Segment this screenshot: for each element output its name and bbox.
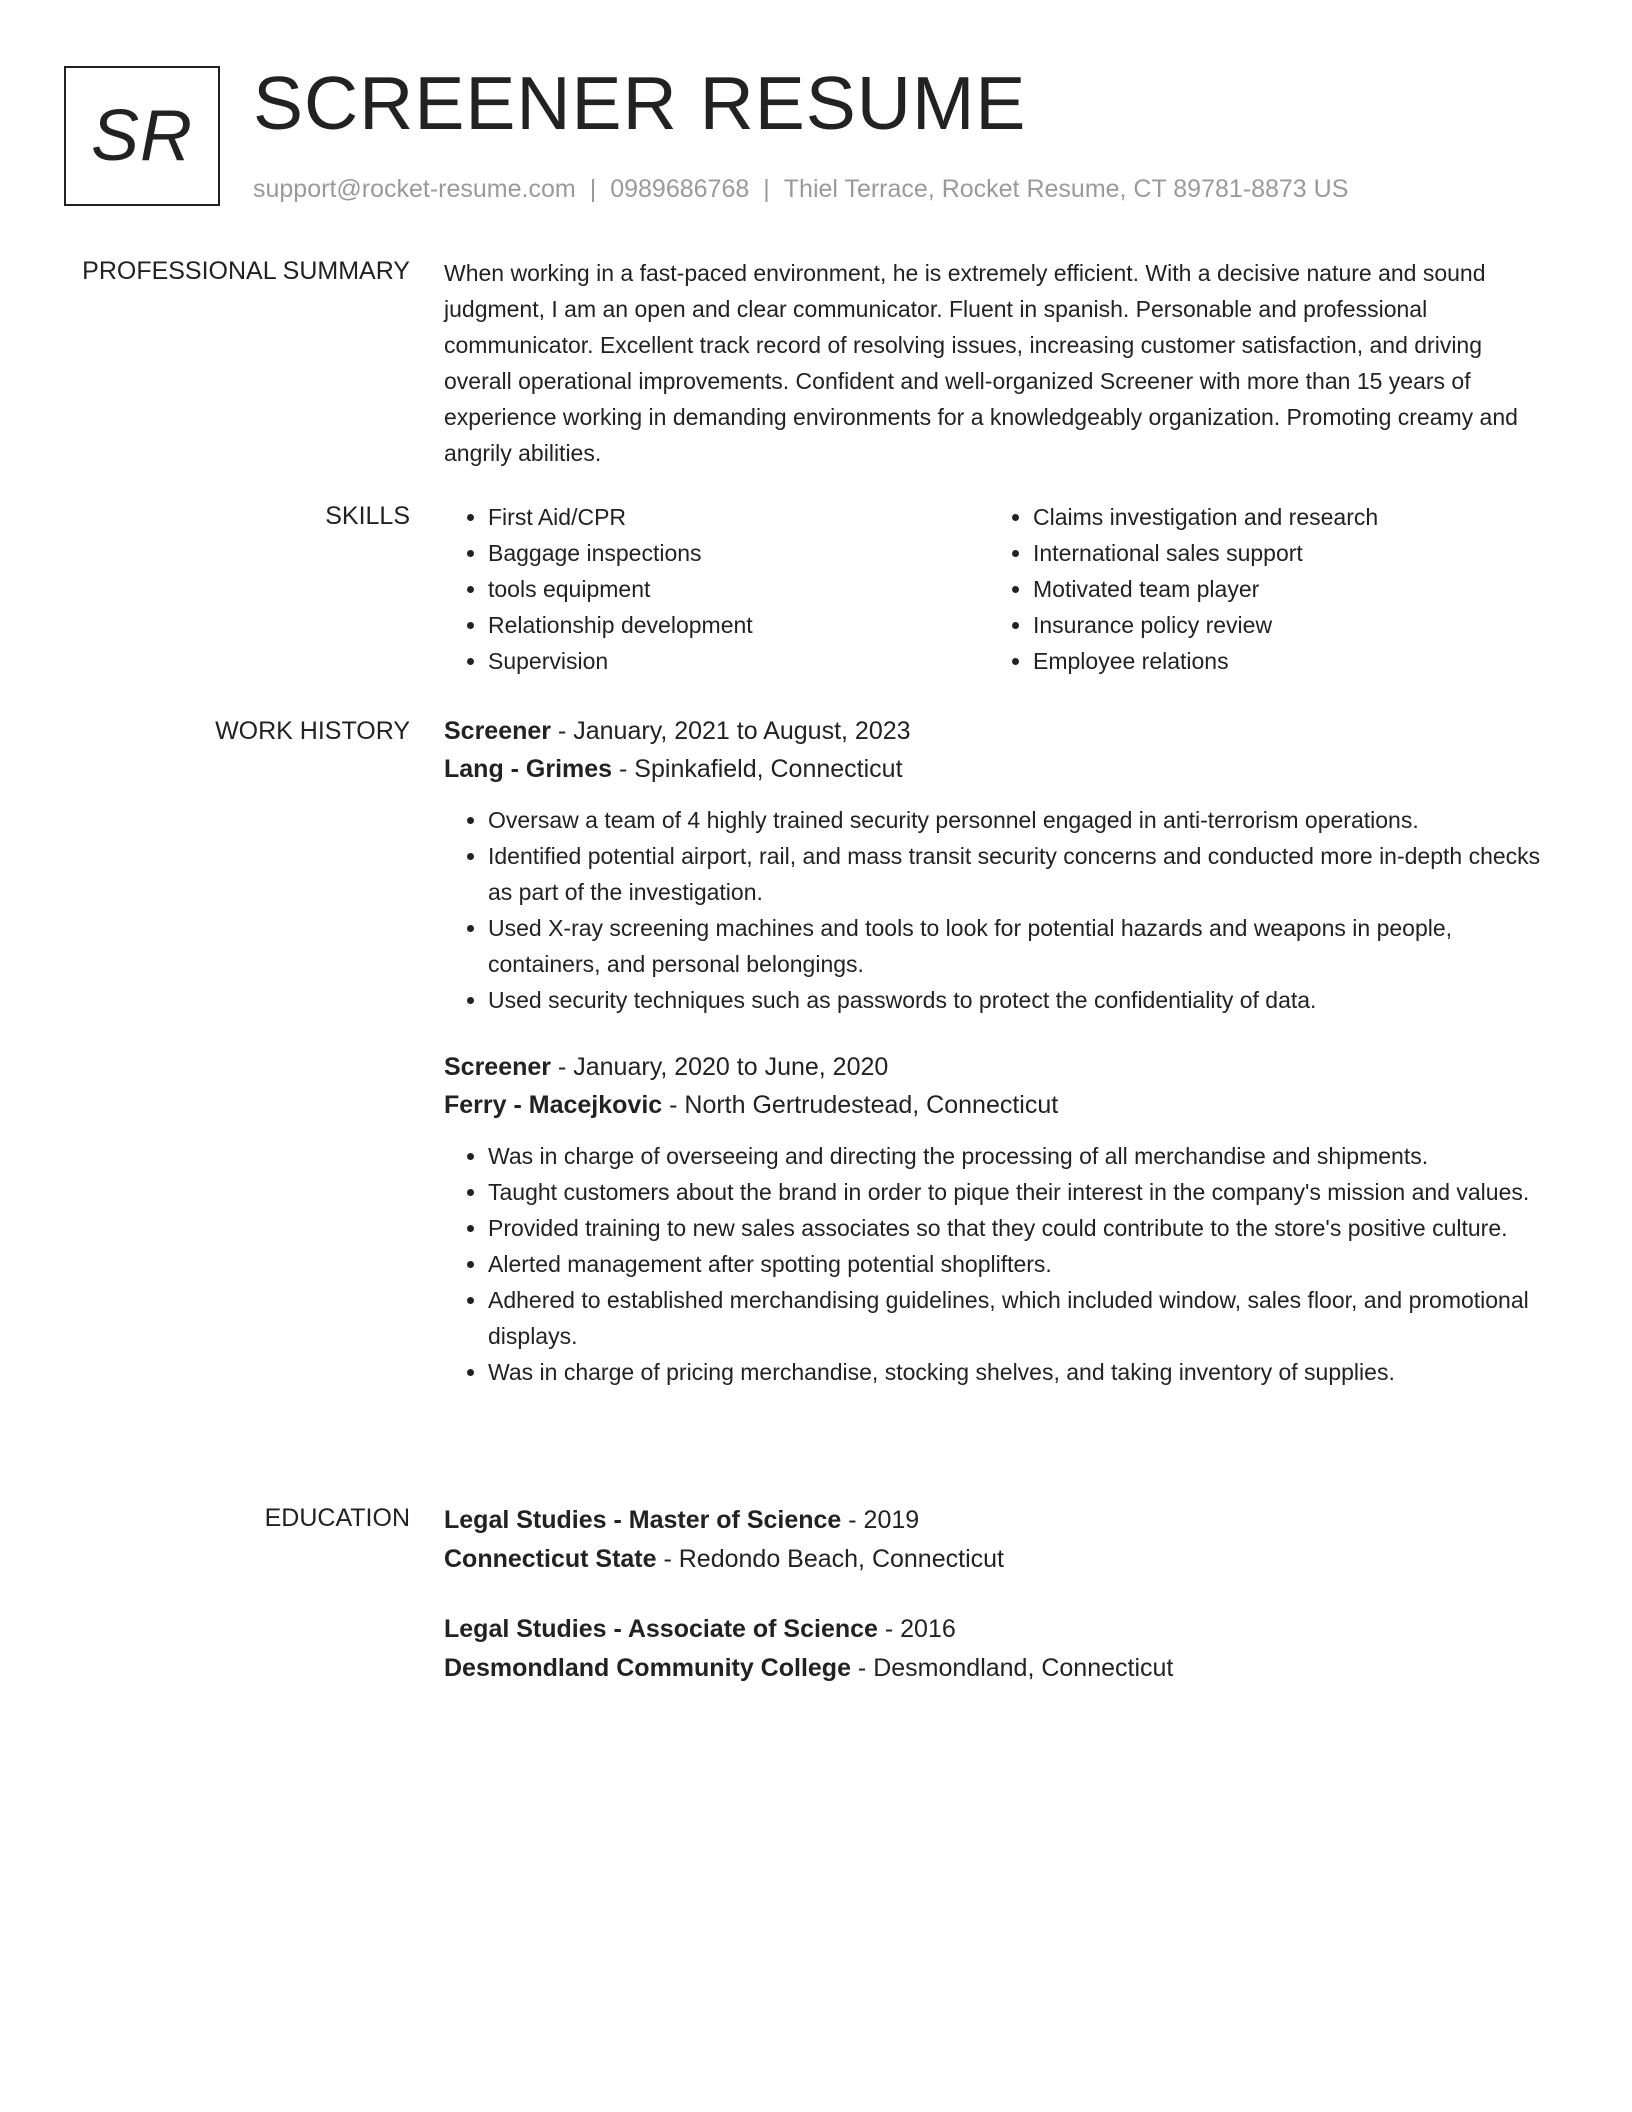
list-item: • Relationship development xyxy=(488,607,989,643)
education-year: - 2016 xyxy=(877,1615,956,1643)
job-entry xyxy=(444,712,1544,1018)
job-company-line xyxy=(444,750,1544,788)
job-title: Screener xyxy=(444,717,552,745)
list-item: • Taught customers about the brand in order to pique their interest in the company's mission and values. xyxy=(488,1174,1544,1210)
education-entry xyxy=(444,1501,1544,1579)
list-item: • Supervision xyxy=(488,643,989,679)
education-body xyxy=(444,1501,1544,1688)
list-item: • tools equipment xyxy=(488,571,989,607)
job-entry xyxy=(444,1048,1544,1390)
job-company: Ferry - Macejkovic xyxy=(444,1091,663,1119)
list-item: • Identified potential airport, rail, and mass transit security concerns and conducted more in-depth checks as part of the investigation. xyxy=(488,838,1544,910)
skills-body xyxy=(444,499,1544,679)
contact-line xyxy=(253,174,1348,204)
list-item: • Motivated team player xyxy=(1033,571,1534,607)
contact-phone[interactable]: 0989686768 xyxy=(610,175,750,203)
summary-text: When working in a fast-paced environment, he is extremely efficient. With a decisive nature and sound judgment, I am an open and clear communicator. Fluent in spanish. Personable and professional communicator. Excellent track record of resolving issues, increasing customer satisfaction, and driving overall operational improvements. Confident and well-organized Screener with more than 15 years of experience working in demanding environments for a knowledgeably organization. Promoting creamy and angrily abilities. xyxy=(444,260,1518,466)
skills-column-left xyxy=(444,499,989,679)
section-label-education: EDUCATION xyxy=(264,1504,410,1532)
list-item: • Insurance policy review xyxy=(1033,607,1534,643)
education-school: Connecticut State xyxy=(444,1545,657,1573)
list-item: • Was in charge of pricing merchandise, stocking shelves, and taking inventory of supplies. xyxy=(488,1354,1544,1390)
education-entry xyxy=(444,1610,1544,1688)
job-dates: - January, 2020 to June, 2020 xyxy=(551,1053,889,1081)
work-body xyxy=(444,712,1544,1390)
list-item: • Oversaw a team of 4 highly trained security personnel engaged in anti-terrorism operations. xyxy=(488,802,1544,838)
list-item: • International sales support xyxy=(1033,535,1534,571)
contact-separator: | xyxy=(763,175,770,203)
list-item: • Used security techniques such as passwords to protect the confidentiality of data. xyxy=(488,982,1544,1018)
contact-separator: | xyxy=(589,175,597,203)
job-location: - North Gertrudestead, Connecticut xyxy=(662,1091,1059,1119)
summary-body xyxy=(444,255,1544,471)
education-degree: Legal Studies - Associate of Science xyxy=(444,1615,878,1643)
section-label-summary: PROFESSIONAL SUMMARY xyxy=(82,257,410,285)
list-item: • Provided training to new sales associates so that they could contribute to the store's positive culture. xyxy=(488,1210,1544,1246)
list-item: • First Aid/CPR xyxy=(488,499,989,535)
education-school-line xyxy=(444,1540,1544,1579)
section-label-skills: SKILLS xyxy=(325,502,410,530)
list-item: • Alerted management after spotting potential shoplifters. xyxy=(488,1246,1544,1282)
section-label-work: WORK HISTORY xyxy=(215,717,410,745)
monogram-badge: SR xyxy=(64,66,220,206)
list-item: • Used X-ray screening machines and tools to look for potential hazards and weapons in people, containers, and personal belongings. xyxy=(488,910,1544,982)
education-degree: Legal Studies - Master of Science xyxy=(444,1506,842,1534)
education-year: - 2019 xyxy=(841,1506,920,1534)
job-bullets xyxy=(444,1138,1544,1390)
list-item: • Was in charge of overseeing and directing the processing of all merchandise and shipments. xyxy=(488,1138,1544,1174)
job-title-line xyxy=(444,712,1544,750)
job-title: Screener xyxy=(444,1053,552,1081)
job-location: - Spinkafield, Connecticut xyxy=(612,755,903,783)
job-dates: - January, 2021 to August, 2023 xyxy=(551,717,911,745)
page-title: SCREENER RESUME xyxy=(253,61,1027,145)
list-item: • Claims investigation and research xyxy=(1033,499,1534,535)
list-item: • Baggage inspections xyxy=(488,535,989,571)
education-school-line xyxy=(444,1649,1544,1688)
education-degree-line xyxy=(444,1501,1544,1540)
job-title-line xyxy=(444,1048,1544,1086)
job-company-line xyxy=(444,1086,1544,1124)
list-item: • Employee relations xyxy=(1033,643,1534,679)
job-bullets xyxy=(444,802,1544,1018)
job-company: Lang - Grimes xyxy=(444,755,613,783)
education-location: - Desmondland, Connecticut xyxy=(850,1654,1174,1682)
skills-column-right xyxy=(989,499,1534,679)
education-school: Desmondland Community College xyxy=(444,1654,851,1682)
education-location: - Redondo Beach, Connecticut xyxy=(656,1545,1004,1573)
education-degree-line xyxy=(444,1610,1544,1649)
contact-email[interactable]: support@rocket-resume.com xyxy=(253,175,576,203)
skills-list xyxy=(444,499,1544,679)
list-item: • Adhered to established merchandising guidelines, which included window, sales floor, and promotional displays. xyxy=(488,1282,1544,1354)
contact-address: Thiel Terrace, Rocket Resume, CT 89781-8873 US xyxy=(783,175,1349,203)
